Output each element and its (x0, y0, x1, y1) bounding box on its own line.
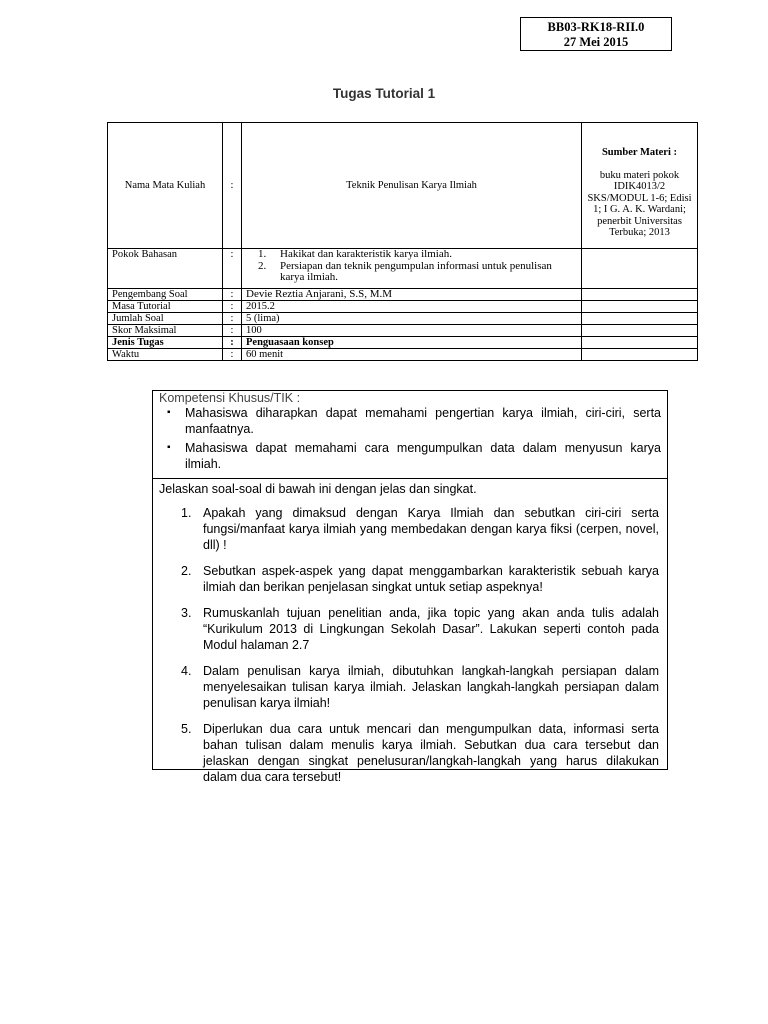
course-info-table (107, 122, 698, 361)
empty-cell (582, 249, 698, 289)
empty-cell (582, 313, 698, 325)
course-label: Nama Mata Kuliah (108, 123, 223, 249)
course-value: Teknik Penulisan Karya Ilmiah (242, 123, 582, 249)
empty-cell (582, 349, 698, 361)
empty-cell (582, 337, 698, 349)
colon: : (223, 301, 242, 313)
score-row (108, 325, 698, 337)
question-item: 3. Rumuskanlah tujuan penelitian anda, jika topic yang akan anda tulis adalah “Kurikulum 2013 di Lingkungan Sekolah Dasar”. Lakukan seperti contoh pada Modul halaman 2.7 (181, 606, 659, 652)
topic-item: 2. Persiapan dan teknik pengumpulan informasi untuk penulisan karya ilmiah. (258, 259, 552, 283)
bullet-icon: ▪ (167, 442, 171, 453)
count-row (108, 313, 698, 325)
period-label: Masa Tutorial (108, 301, 223, 313)
question-item: 4. Dalam penulisan karya ilmiah, dibutuhkan langkah-langkah persiapan dalam menyelesaikan tulisan karya ilmiah. Jelaskan langkah-langkah persiapan dalam penulisan karya ilmiah! (181, 664, 659, 710)
competency-title: Kompetensi Khusus/TIK : (159, 391, 301, 405)
topic-row (108, 249, 698, 289)
task-box (152, 390, 668, 784)
topic-list (246, 249, 577, 284)
competency-item: ▪ Mahasiswa diharapkan dapat memahami pengertian karya ilmiah, ciri-ciri, serta manfaatnya. (167, 406, 661, 436)
colon: : (223, 123, 242, 249)
colon: : (223, 349, 242, 361)
empty-cell (582, 301, 698, 313)
competency-item: ▪ Mahasiswa dapat memahami cara mengumpulkan data dalam menyusun karya ilmiah. (167, 441, 661, 471)
time-value: 60 menit (242, 349, 582, 361)
source-heading: Sumber Materi : (601, 147, 678, 158)
source-cell (582, 123, 698, 249)
topic-item: 1. Hakikat dan karakteristik karya ilmiah. (258, 248, 452, 260)
topic-label: Pokok Bahasan (108, 249, 223, 289)
topic-cell (242, 249, 582, 289)
score-label: Skor Maksimal (108, 325, 223, 337)
developer-value: Devie Reztia Anjarani, S.S, M.M (242, 289, 582, 301)
bullet-icon: ▪ (167, 407, 171, 418)
type-value: Penguasaan konsep (242, 337, 582, 349)
time-label: Waktu (108, 349, 223, 361)
count-value: 5 (lima) (242, 313, 582, 325)
document-date: 27 Mei 2015 (563, 35, 629, 49)
question-item: 5. Diperlukan dua cara untuk mencari dan mengumpulkan data, informasi serta bahan tulisan dalam menulis karya ilmiah. Sebutkan dua cara tersebut dan jelaskan dengan singkat penelusuran/langkah-langkah yang harus dilakukan dalam dua cara tersebut! (181, 722, 659, 784)
period-row (108, 301, 698, 313)
empty-cell (582, 325, 698, 337)
document-code-box (520, 17, 672, 51)
time-row (108, 349, 698, 361)
competency-section (153, 391, 667, 479)
empty-cell (582, 289, 698, 301)
colon: : (223, 337, 242, 349)
colon: : (223, 325, 242, 337)
page-title: Tugas Tutorial 1 (332, 86, 436, 101)
question-item: 2. Sebutkan aspek-aspek yang dapat menggambarkan karakteristik sebuah karya ilmiah dan berikan penjelasan singkat untuk setiap aspeknya! (181, 564, 659, 594)
question-list (153, 505, 667, 785)
document-code: BB03-RK18-RII.0 (547, 20, 645, 34)
count-label: Jumlah Soal (108, 313, 223, 325)
source-text: buku materi pokok IDIK4013/2 SKS/MODUL 1-6; Edisi 1; I G. A. K. Wardani; penerbit Universitas Terbuka; 2013 (587, 169, 692, 238)
question-item: 1. Apakah yang dimaksud dengan Karya Ilmiah dan sebutkan ciri-ciri serta fungsi/manfaat karya ilmiah yang membedakan dengan karya fiksi (cerpen, novel, dll) ! (181, 506, 659, 552)
developer-row (108, 289, 698, 301)
type-row (108, 337, 698, 349)
colon: : (223, 313, 242, 325)
colon: : (223, 249, 242, 289)
course-row (108, 123, 698, 249)
colon: : (223, 289, 242, 301)
score-value: 100 (242, 325, 582, 337)
instruction: Jelaskan soal-soal di bawah ini dengan jelas dan singkat. (159, 482, 477, 496)
period-value: 2015.2 (242, 301, 582, 313)
type-label: Jenis Tugas (108, 337, 223, 349)
developer-label: Pengembang Soal (108, 289, 223, 301)
